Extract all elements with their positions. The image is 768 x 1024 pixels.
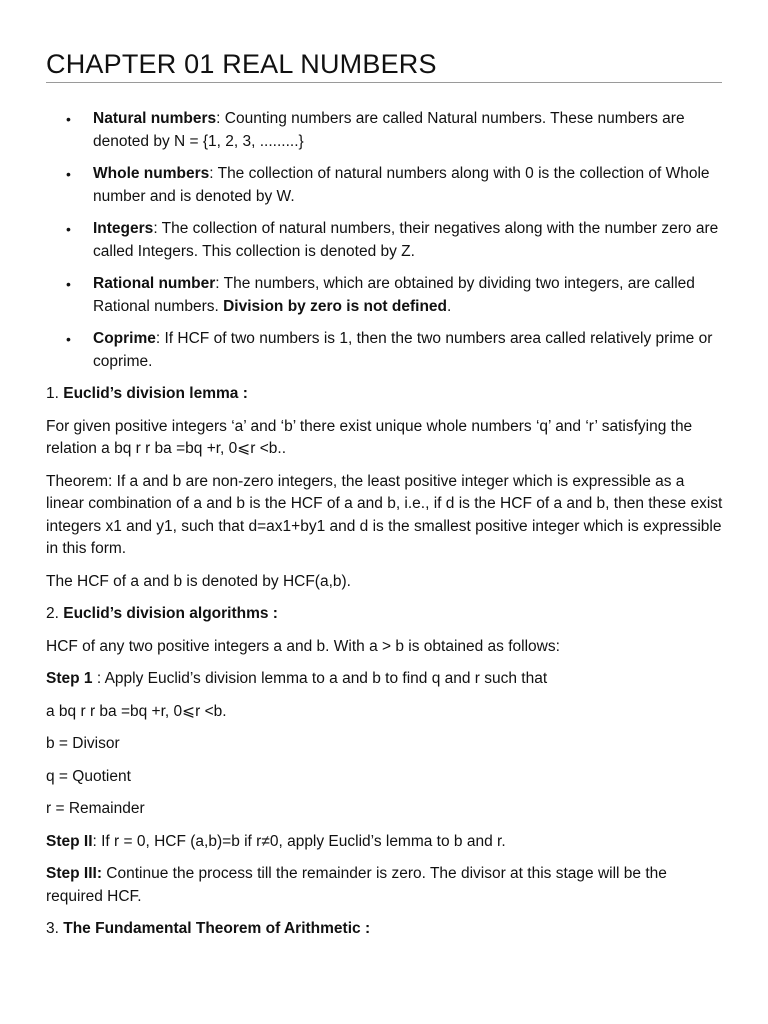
definition-tail: . (447, 297, 452, 315)
term: Whole numbers (93, 165, 210, 182)
term: Natural numbers (93, 110, 217, 127)
bullet-icon: • (66, 111, 71, 127)
term: Rational number (93, 275, 216, 292)
section-heading-1: 1. Euclid’s division lemma : (46, 385, 248, 402)
list-item-integers (46, 218, 724, 263)
section-heading-3: 3. The Fundamental Theorem of Arithmetic : (46, 920, 371, 937)
definition-remainder: r = Remainder (46, 800, 145, 817)
definition: : The numbers, which are obtained by dividing two integers, are called Rational numbers. (93, 275, 695, 315)
bullet-icon: • (66, 166, 71, 182)
paragraph: HCF of any two positive integers a and b. With a > b is obtained as follows: (46, 637, 560, 655)
bullet-icon: • (66, 331, 71, 347)
definition: : Counting numbers are called Natural numbers. These numbers are denoted by N = {1, 2, 3, .........} (93, 110, 685, 150)
document-body (46, 108, 724, 951)
paragraph: The HCF of a and b is denoted by HCF(a,b). (46, 572, 351, 590)
list-item-coprime (46, 328, 724, 373)
list-item-whole-numbers (46, 163, 724, 208)
chapter-title: CHAPTER 01 REAL NUMBERS (46, 49, 437, 79)
term: Integers (93, 220, 154, 237)
bullet-icon: • (66, 221, 71, 237)
step-3: Step III: Continue the process till the remainder is zero. The divisor at this stage will be the required HCF. (46, 865, 667, 905)
section-heading-2: 2. Euclid’s division algorithms : (46, 605, 278, 622)
definition: : If HCF of two numbers is 1, then the two numbers area called relatively prime or coprime. (93, 330, 713, 370)
step-1: Step 1 : Apply Euclid’s division lemma to a and b to find q and r such that (46, 670, 548, 687)
bullet-icon: • (66, 276, 71, 292)
definition-quotient: q = Quotient (46, 767, 131, 785)
paragraph: Theorem: If a and b are non-zero integers, the least positive integer which is expressible as a linear combination of a and b is the HCF of a and b, i.e., if d is the HCF of a and b, then these exist integers x1 and y1, such that d=ax1+by1 and d is the smallest positive integer which is expressible in this form. (46, 472, 723, 557)
definition: : The collection of natural numbers, their negatives along with the number zero are called Integers. This collection is denoted by Z. (93, 220, 719, 260)
definitions-list (46, 108, 724, 373)
step-2: Step II: If r = 0, HCF (a,b)=b if r≠0, apply Euclid’s lemma to b and r. (46, 832, 506, 850)
term: Coprime (93, 330, 156, 347)
definition-divisor: b = Divisor (46, 735, 120, 752)
paragraph: For given positive integers ‘a’ and ‘b’ there exist unique whole numbers ‘q’ and ‘r’ satisfying the relation a bq r r ba =bq +r, 0⩽r <b.. (46, 417, 693, 457)
emphasis: Division by zero is not defined (223, 297, 448, 315)
definition: : The collection of natural numbers along with 0 is the collection of Whole number and is denoted by W. (93, 165, 710, 205)
equation: a bq r r ba =bq +r, 0⩽r <b. (46, 702, 227, 720)
list-item-rational-number (46, 273, 724, 318)
title-underline (46, 82, 722, 83)
list-item-natural-numbers (46, 108, 724, 153)
